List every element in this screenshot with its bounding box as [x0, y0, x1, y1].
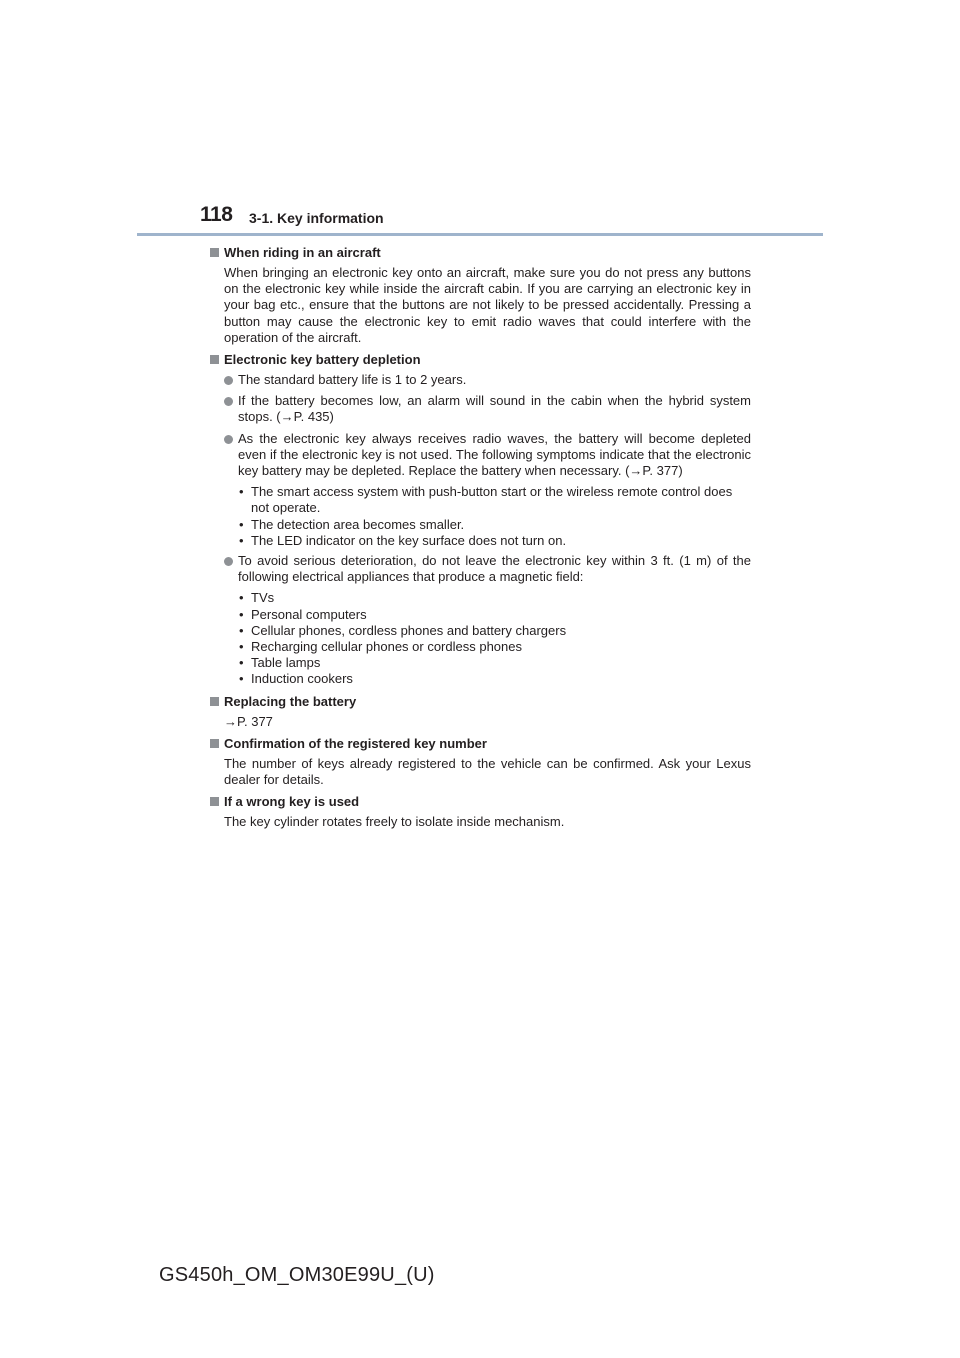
round-bullet-icon	[224, 397, 233, 406]
section-heading-text: Confirmation of the registered key number	[224, 735, 487, 751]
list-item-text: Table lamps	[251, 655, 321, 671]
section-heading-text: Electronic key battery depletion	[224, 352, 421, 368]
dot-marker-icon: •	[239, 655, 244, 671]
list-item-text: The detection area becomes smaller.	[251, 516, 465, 532]
list-item	[238, 517, 751, 533]
section-heading	[209, 693, 751, 710]
list-item	[238, 639, 751, 655]
page-number: 118	[200, 203, 233, 226]
dot-marker-icon: •	[239, 671, 244, 687]
section-title: 3-1. Key information	[249, 210, 384, 226]
list-item-text: The LED indicator on the key surface does not turn on.	[251, 532, 567, 548]
list-item-text: Recharging cellular phones or cordless phones	[251, 639, 522, 655]
symptom-list	[238, 484, 751, 549]
round-bullet-icon	[224, 435, 233, 444]
round-bullet-icon	[224, 376, 233, 385]
list-item	[238, 607, 751, 623]
square-bullet-icon	[210, 739, 219, 748]
section-heading-text: When riding in an aircraft	[224, 245, 381, 260]
dot-marker-icon: •	[239, 606, 244, 622]
bullet-item	[224, 431, 751, 480]
list-item	[238, 533, 751, 549]
list-item	[238, 671, 751, 687]
bullet-item	[224, 372, 751, 388]
section-aircraft	[209, 244, 751, 346]
appliance-list	[238, 590, 751, 687]
dot-marker-icon: •	[239, 622, 244, 638]
bullet-text: As the electronic key always receives radio waves, the battery will become depleted even if the electronic key is not used. The following symptoms indicate that the electronic key battery may be depleted. Replace the battery when necessary. (→P. 377)	[238, 430, 751, 479]
section-heading-text: Replacing the battery	[224, 693, 357, 709]
list-item-text: Cellular phones, cordless phones and battery chargers	[251, 622, 567, 638]
list-item-text: Induction cookers	[251, 671, 353, 687]
list-item	[238, 623, 751, 639]
list-item-text: TVs	[251, 590, 275, 606]
bullet-item	[224, 393, 751, 425]
dot-marker-icon: •	[239, 516, 244, 532]
section-key-number	[209, 735, 751, 788]
section-heading-text: If a wrong key is used	[224, 794, 360, 810]
square-bullet-icon	[210, 248, 219, 257]
section-paragraph: When bringing an electronic key onto an aircraft, make sure you do not press any buttons on the electronic key while inside the aircraft cabin. If you are carrying an electronic key in your bag etc., ensure that the buttons are not likely to be pressed accidentally. Pressing a button may cause the electronic key to emit radio waves that could interfere with the operation of the aircraft.	[224, 265, 751, 345]
section-battery-depletion	[209, 351, 751, 688]
dot-marker-icon: •	[239, 590, 244, 606]
list-item-text: The smart access system with push-button start or the wireless remote control does not operate.	[251, 484, 733, 516]
dot-marker-icon: •	[239, 484, 244, 500]
section-heading	[209, 244, 751, 261]
dot-marker-icon: •	[239, 639, 244, 655]
list-item	[238, 484, 751, 516]
section-replacing-battery	[209, 693, 751, 730]
section-wrong-key	[209, 793, 751, 830]
list-item	[238, 655, 751, 671]
main-content	[209, 244, 751, 835]
section-heading	[209, 351, 751, 368]
square-bullet-icon	[210, 355, 219, 364]
list-item	[238, 590, 751, 606]
page-reference-link[interactable]: →P. 377	[224, 713, 273, 729]
document-code: GS450h_OM_OM30E99U_(U)	[159, 1264, 435, 1286]
section-heading	[209, 735, 751, 752]
bullet-text: The standard battery life is 1 to 2 years.	[238, 372, 467, 388]
bullet-text: To avoid serious deterioration, do not leave the electronic key within 3 ft. (1 m) of the following electrical appliances that produce a magnetic field:	[238, 553, 751, 585]
square-bullet-icon	[210, 797, 219, 806]
dot-marker-icon: •	[239, 532, 244, 548]
section-heading	[209, 793, 751, 810]
bullet-text: If the battery becomes low, an alarm will sound in the cabin when the hybrid system stops. (→P. 435)	[238, 393, 751, 425]
page-header	[0, 0, 960, 240]
square-bullet-icon	[210, 697, 219, 706]
list-item-text: Personal computers	[251, 606, 367, 622]
bullet-item	[224, 553, 751, 585]
round-bullet-icon	[224, 557, 233, 566]
section-paragraph: The key cylinder rotates freely to isolate inside mechanism.	[224, 814, 565, 830]
header-rule	[137, 233, 823, 236]
section-paragraph: The number of keys already registered to the vehicle can be confirmed. Ask your Lexus dealer for details.	[224, 755, 751, 788]
